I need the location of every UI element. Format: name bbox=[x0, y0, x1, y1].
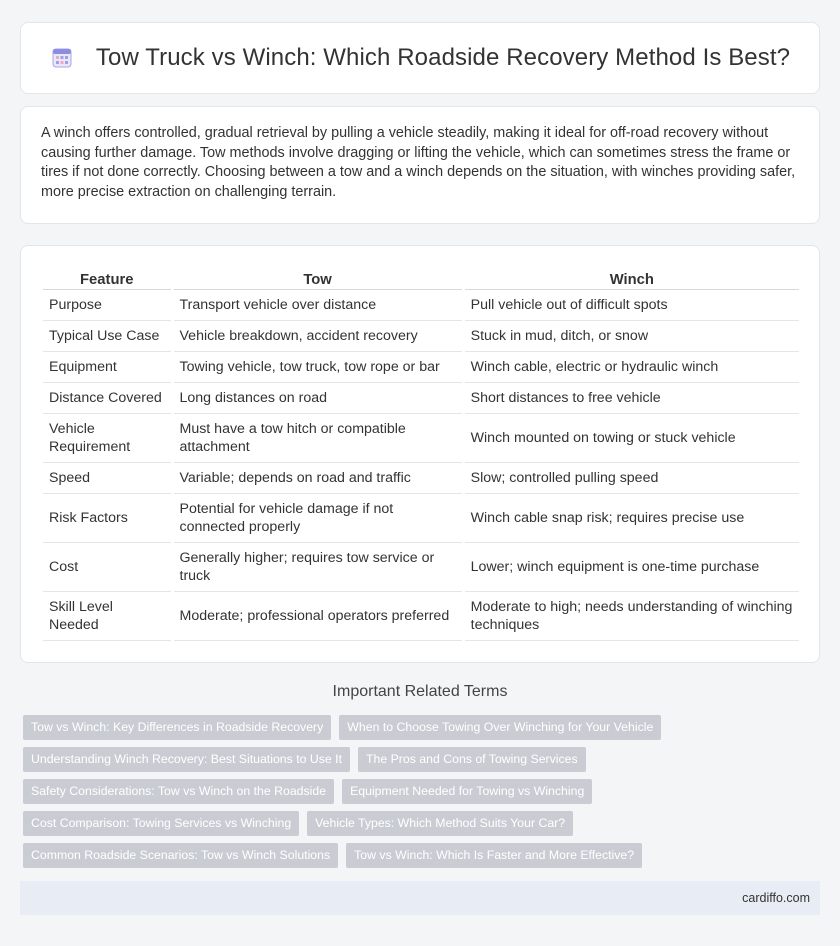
header-tow: Tow bbox=[174, 266, 462, 290]
tag-row bbox=[23, 843, 823, 868]
table-row bbox=[43, 463, 799, 494]
tag-row bbox=[23, 779, 823, 804]
feature-cell: Typical Use Case bbox=[43, 321, 171, 352]
header-card bbox=[20, 22, 820, 94]
winch-cell: Winch mounted on towing or stuck vehicle bbox=[465, 414, 799, 463]
winch-cell: Moderate to high; needs understanding of winching techniques bbox=[465, 592, 799, 641]
tow-cell: Variable; depends on road and traffic bbox=[174, 463, 462, 494]
related-term-tag[interactable]: When to Choose Towing Over Winching for Your Vehicle bbox=[339, 715, 661, 740]
winch-cell: Short distances to free vehicle bbox=[465, 383, 799, 414]
feature-cell: Cost bbox=[43, 543, 171, 592]
comparison-table-card bbox=[20, 245, 820, 663]
tow-cell: Towing vehicle, tow truck, tow rope or bar bbox=[174, 352, 462, 383]
intro-card bbox=[20, 106, 820, 224]
table-row bbox=[43, 414, 799, 463]
related-term-tag[interactable]: Common Roadside Scenarios: Tow vs Winch Solutions bbox=[23, 843, 338, 868]
tow-cell: Vehicle breakdown, accident recovery bbox=[174, 321, 462, 352]
related-term-tag[interactable]: Tow vs Winch: Which Is Faster and More Effective? bbox=[346, 843, 642, 868]
footer bbox=[20, 881, 820, 915]
related-term-tag[interactable]: Tow vs Winch: Key Differences in Roadside Recovery bbox=[23, 715, 331, 740]
header-winch: Winch bbox=[465, 266, 799, 290]
table-row bbox=[43, 290, 799, 321]
tow-cell: Moderate; professional operators preferred bbox=[174, 592, 462, 641]
table-row bbox=[43, 543, 799, 592]
winch-cell: Slow; controlled pulling speed bbox=[465, 463, 799, 494]
related-terms-tags bbox=[23, 715, 823, 875]
intro-paragraph: A winch offers controlled, gradual retrieval by pulling a vehicle steadily, making it ideal for off-road recovery without causing further damage. Tow methods involve dragging or lifting the vehicle, which can sometimes stress the frame or tires if not done correctly. Choosing between a tow and a winch depends on the situation, with winches providing safer, more precise extraction on challenging terrain. bbox=[41, 125, 796, 200]
related-term-tag[interactable]: Understanding Winch Recovery: Best Situations to Use It bbox=[23, 747, 350, 772]
related-term-tag[interactable]: Vehicle Types: Which Method Suits Your Car? bbox=[307, 811, 573, 836]
table-row bbox=[43, 352, 799, 383]
table-row bbox=[43, 383, 799, 414]
feature-cell: Vehicle Requirement bbox=[43, 414, 171, 463]
feature-cell: Speed bbox=[43, 463, 171, 494]
tag-row bbox=[23, 811, 823, 836]
table-row bbox=[43, 494, 799, 543]
tag-row bbox=[23, 715, 823, 740]
winch-cell: Winch cable, electric or hydraulic winch bbox=[465, 352, 799, 383]
tow-cell: Potential for vehicle damage if not connected properly bbox=[174, 494, 462, 543]
title-wrap bbox=[50, 44, 790, 72]
page-title: Tow Truck vs Winch: Which Roadside Recovery Method Is Best? bbox=[95, 44, 791, 71]
feature-cell: Distance Covered bbox=[43, 383, 171, 414]
table-row bbox=[43, 592, 799, 641]
table-row bbox=[43, 321, 799, 352]
footer-brand-link[interactable]: cardiffo.com bbox=[742, 891, 810, 905]
related-term-tag[interactable]: Equipment Needed for Towing vs Winching bbox=[342, 779, 592, 804]
document-icon bbox=[50, 46, 74, 70]
winch-cell: Stuck in mud, ditch, or snow bbox=[465, 321, 799, 352]
feature-cell: Purpose bbox=[43, 290, 171, 321]
feature-cell: Risk Factors bbox=[43, 494, 171, 543]
related-terms-title: Important Related Terms bbox=[332, 683, 508, 700]
related-term-tag[interactable]: Safety Considerations: Tow vs Winch on the Roadside bbox=[23, 779, 334, 804]
winch-cell: Lower; winch equipment is one-time purchase bbox=[465, 543, 799, 592]
table-header-row bbox=[43, 266, 799, 290]
winch-cell: Pull vehicle out of difficult spots bbox=[465, 290, 799, 321]
feature-cell: Skill Level Needed bbox=[43, 592, 171, 641]
related-term-tag[interactable]: The Pros and Cons of Towing Services bbox=[358, 747, 586, 772]
related-term-tag[interactable]: Cost Comparison: Towing Services vs Winching bbox=[23, 811, 299, 836]
tag-row bbox=[23, 747, 823, 772]
header-feature: Feature bbox=[43, 266, 171, 290]
tow-cell: Transport vehicle over distance bbox=[174, 290, 462, 321]
tow-cell: Long distances on road bbox=[174, 383, 462, 414]
tow-cell: Must have a tow hitch or compatible attachment bbox=[174, 414, 462, 463]
comparison-table bbox=[43, 266, 799, 641]
winch-cell: Winch cable snap risk; requires precise use bbox=[465, 494, 799, 543]
tow-cell: Generally higher; requires tow service or truck bbox=[174, 543, 462, 592]
feature-cell: Equipment bbox=[43, 352, 171, 383]
